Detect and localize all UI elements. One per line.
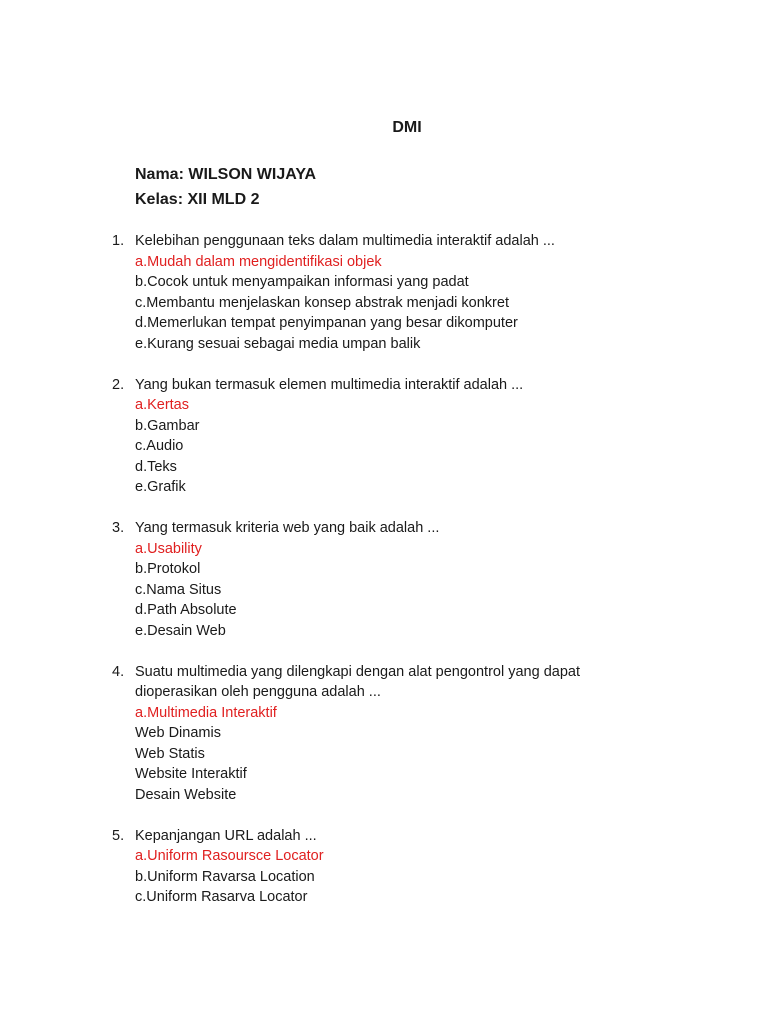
question-text: Yang bukan termasuk elemen multimedia interaktif adalah ...	[135, 376, 524, 393]
option: c.Uniform Rasarva Locator	[135, 889, 308, 905]
answer-option: a.Multimedia Interaktif	[135, 704, 277, 721]
option: b.Protokol	[135, 561, 201, 577]
option: Website Interaktif	[135, 766, 247, 782]
question-number: 1.	[112, 233, 125, 249]
question-number: 3.	[112, 520, 125, 536]
answer-option: a.Mudah dalam mengidentifikasi objek	[135, 253, 382, 270]
option: b.Uniform Ravarsa Location	[135, 868, 315, 885]
question-list	[112, 231, 732, 928]
document-title: DMI	[392, 119, 422, 136]
student-class: Kelas: XII MLD 2	[135, 191, 260, 208]
question-text: Suatu multimedia yang dilengkapi dengan alat pengontrol yang dapat	[135, 663, 580, 680]
question-4	[112, 662, 732, 806]
answer-option: a.Kertas	[135, 397, 189, 413]
option: b.Cocok untuk menyampaikan informasi yang padat	[135, 274, 469, 290]
answer-option: a.Usability	[135, 540, 202, 557]
student-name: Nama: WILSON WIJAYA	[135, 166, 317, 183]
question-number: 2.	[112, 376, 125, 393]
option: c.Audio	[135, 438, 184, 454]
option: b.Gambar	[135, 417, 200, 434]
option: d.Path Absolute	[135, 602, 237, 618]
question-text: Kelebihan penggunaan teks dalam multimedia interaktif adalah ...	[135, 233, 555, 249]
option: Web Dinamis	[135, 725, 221, 741]
question-1	[112, 231, 732, 354]
option: c.Nama Situs	[135, 581, 222, 598]
question-3	[112, 518, 732, 641]
option: c.Membantu menjelaskan konsep abstrak menjadi konkret	[135, 294, 509, 311]
answer-option: a.Uniform Rasoursce Locator	[135, 848, 324, 864]
option: e.Kurang sesuai sebagai media umpan balik	[135, 335, 421, 352]
option: d.Memerlukan tempat penyimpanan yang besar dikomputer	[135, 315, 518, 331]
question-number: 4.	[112, 663, 125, 680]
option: d.Teks	[135, 458, 177, 475]
option: e.Desain Web	[135, 622, 226, 639]
question-2	[112, 375, 732, 498]
option: Desain Website	[135, 786, 237, 803]
question-text: Yang termasuk kriteria web yang baik adalah ...	[135, 520, 440, 536]
question-5	[112, 826, 732, 908]
question-text: dioperasikan oleh pengguna adalah ...	[135, 684, 381, 700]
question-number: 5.	[112, 827, 125, 844]
option: Web Statis	[135, 745, 205, 762]
option: e.Grafik	[135, 479, 186, 495]
question-text: Kepanjangan URL adalah ...	[135, 827, 317, 844]
